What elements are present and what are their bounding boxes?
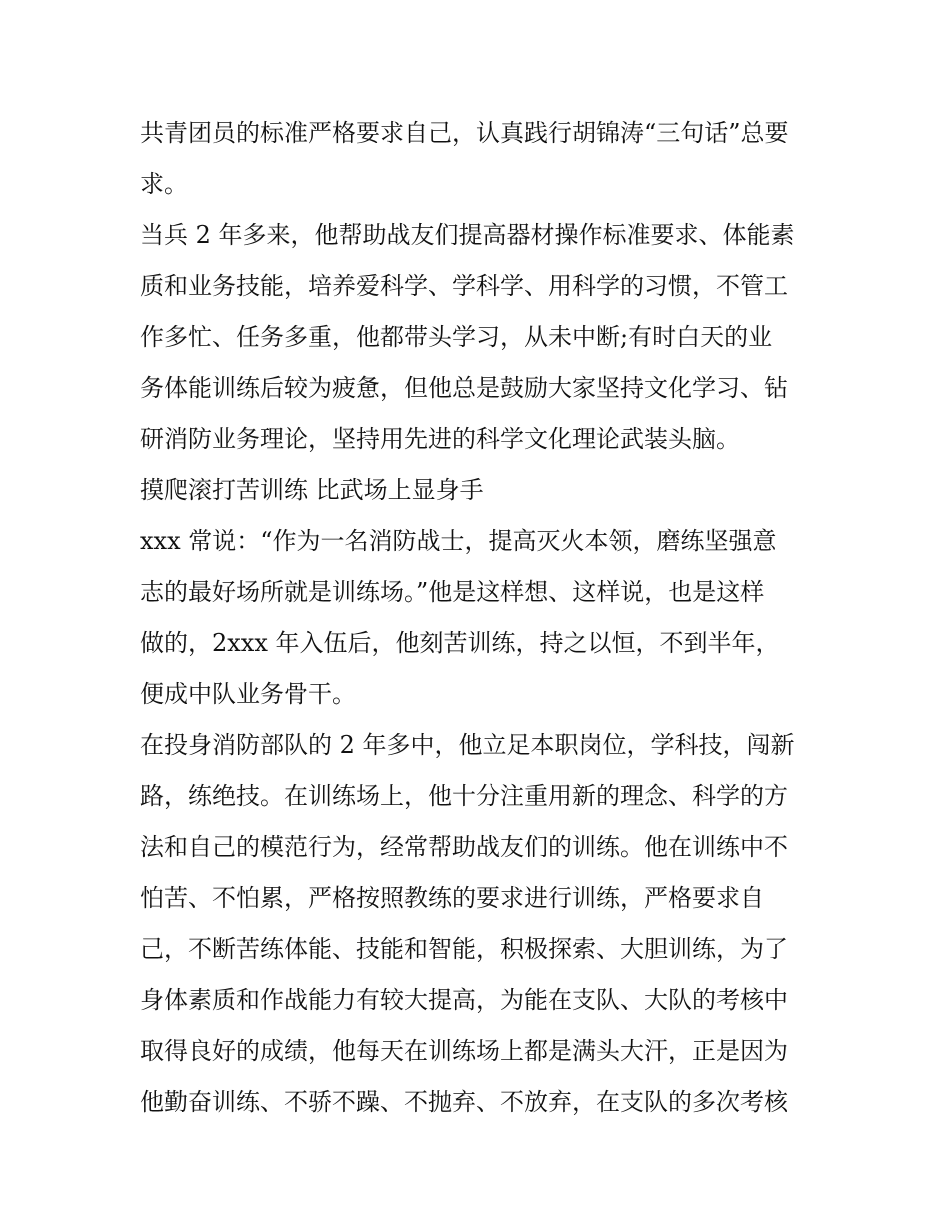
paragraph-4 [140, 516, 820, 720]
section-heading [140, 465, 820, 516]
text-line: 怕苦、不怕累，严格按照教练的要求进行训练，严格要求自 [140, 884, 764, 912]
text-line: 己，不断苦练体能、技能和智能，积极探索、大胆训练，为了 [140, 935, 788, 963]
text-line: 共青团员的标准严格要求自己，认真践行胡锦涛“三句话”总要 [140, 119, 789, 147]
text-line: 路，练绝技。在训练场上，他十分注重用新的理念、科学的方 [140, 782, 788, 810]
heading-line: 摸爬滚打苦训练 比武场上显身手 [140, 476, 484, 504]
paragraph-1 [140, 108, 820, 210]
text-line: 在投身消防部队的 2 年多中，他立足本职岗位，学科技，闯新 [140, 731, 795, 759]
text-line: 他勤奋训练、不骄不躁、不抛弃、不放弃，在支队的多次考核 [140, 1088, 788, 1116]
text-line: 研消防业务理论，坚持用先进的科学文化理论武装头脑。 [140, 425, 740, 453]
text-line: 作多忙、任务多重，他都带头学习，从未中断;有时白天的业 [140, 323, 773, 351]
text-line: 务体能训练后较为疲惫，但他总是鼓励大家坚持文化学习、钻 [140, 374, 788, 402]
text-line: 质和业务技能，培养爱科学、学科学、用科学的习惯，不管工 [140, 272, 788, 300]
text-line: 取得良好的成绩，他每天在训练场上都是满头大汗，正是因为 [140, 1037, 788, 1065]
paragraph-2 [140, 210, 820, 465]
text-line: 求。 [140, 170, 188, 198]
text-line: 身体素质和作战能力有较大提高，为能在支队、大队的考核中 [140, 986, 788, 1014]
text-line: xxx 常说：“作为一名消防战士，提高灭火本领，磨练坚强意 [140, 527, 777, 555]
text-line: 当兵 2 年多来，他帮助战友们提高器材操作标准要求、体能素 [140, 221, 795, 249]
document-body [140, 108, 820, 1128]
text-line: 做的，2xxx 年入伍后，他刻苦训练，持之以恒，不到半年， [140, 629, 780, 657]
text-line: 便成中队业务骨干。 [140, 680, 356, 708]
text-line: 志的最好场所就是训练场。”他是这样想、这样说，也是这样 [140, 578, 765, 606]
paragraph-5 [140, 720, 820, 1128]
text-line: 法和自己的模范行为，经常帮助战友们的训练。他在训练中不 [140, 833, 788, 861]
